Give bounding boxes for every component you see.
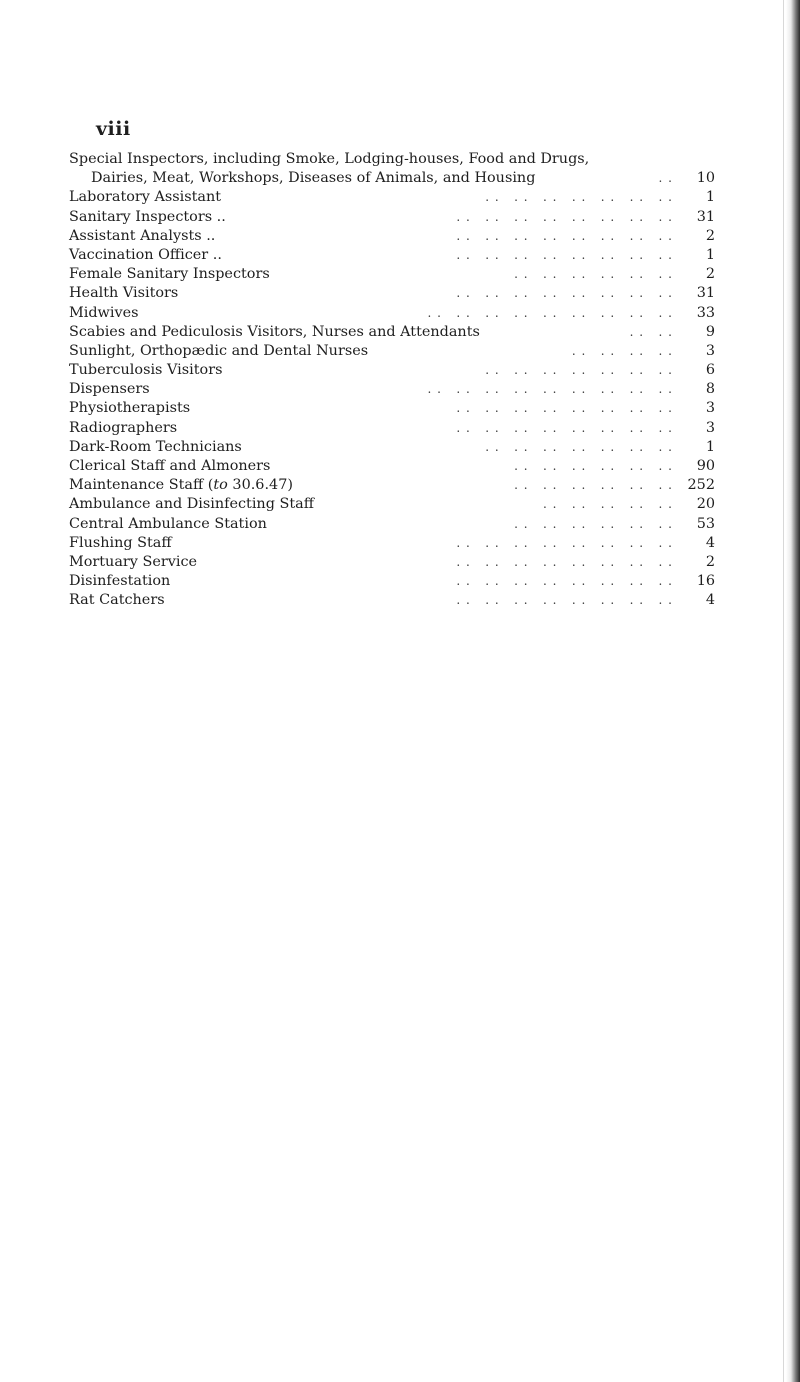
dot-leader: . . . . . . . . . . . . . . . . — [456, 535, 673, 550]
dot-leader: . . . . . . . . . . . . — [514, 459, 673, 474]
dot-leader: . . . . . . . . . . . . . . — [485, 363, 673, 378]
dot-leader: . . . . . . . . . . . . — [514, 516, 673, 531]
list-item — [69, 495, 715, 514]
list-item — [69, 572, 715, 591]
list-item — [69, 476, 715, 495]
list-item — [69, 323, 715, 342]
dot-leader: . . . . . . . . . . . . . . . . — [456, 286, 673, 301]
list-item — [69, 304, 715, 323]
list-item — [69, 457, 715, 476]
list-item-label: Vaccination Officer .. — [69, 246, 222, 263]
list-item-count: 33 — [696, 304, 715, 321]
list-item — [69, 399, 715, 418]
list-item-label: Assistant Analysts .. — [69, 227, 216, 244]
list-item — [69, 150, 715, 188]
list-item-count: 20 — [696, 496, 715, 513]
list-item — [69, 265, 715, 284]
dot-leader: . . . . . . . . . . . . — [514, 478, 673, 493]
dot-leader: . . — [658, 171, 673, 186]
list-item — [69, 419, 715, 438]
list-item-label: Special Inspectors, including Smoke, Lodging-houses, Food and Drugs, — [69, 151, 590, 167]
dot-leader: . . . . . . . . . . . . . . . . — [456, 209, 673, 224]
list-item-count: 31 — [696, 208, 715, 225]
list-item-label: Female Sanitary Inspectors — [69, 266, 270, 283]
list-item-count: 4 — [705, 592, 715, 609]
list-item-label: Scabies and Pediculosis Visitors, Nurses and Attendants — [69, 323, 480, 340]
list-item-label: Dispensers — [69, 381, 150, 398]
list-item-count: 3 — [705, 342, 715, 359]
list-item-count: 90 — [696, 458, 715, 475]
list-item-label-block — [69, 150, 715, 188]
list-item-count: 2 — [705, 266, 715, 283]
list-item — [69, 227, 715, 246]
list-item — [69, 208, 715, 227]
list-item-label: Health Visitors — [69, 285, 179, 302]
list-item — [69, 361, 715, 380]
page-edge-line — [783, 0, 784, 1382]
list-item-label: Central Ambulance Station — [69, 515, 267, 532]
page-number: viii — [96, 118, 131, 140]
list-item-label: Tuberculosis Visitors — [69, 362, 223, 379]
list-item-count: 9 — [705, 323, 715, 340]
list-item-label: Sunlight, Orthopædic and Dental Nurses — [69, 342, 369, 359]
dot-leader: . . . . . . . . . . . . . . . . — [456, 228, 673, 243]
dot-leader: . . . . . . . . . . . . . . — [485, 190, 673, 205]
list-item-label: Rat Catchers — [69, 592, 165, 609]
list-item-label: Ambulance and Disinfecting Staff — [69, 496, 314, 513]
list-item-count: 252 — [687, 477, 715, 494]
dot-leader: . . . . . . . . . . — [543, 497, 673, 512]
list-item-count: 16 — [696, 573, 715, 590]
list-item — [69, 438, 715, 457]
list-item — [69, 534, 715, 553]
dot-leader: . . . . . . . . . . . . — [514, 267, 673, 282]
list-item-label: Mortuary Service — [69, 553, 198, 570]
dot-leader: . . . . — [629, 324, 673, 339]
binding-edge-shadow — [786, 0, 800, 1382]
list-item-count: 53 — [696, 515, 715, 532]
list-item-count: 31 — [696, 285, 715, 302]
dot-leader: . . . . . . . . — [571, 343, 673, 358]
dot-leader: . . . . . . . . . . . . . . . . — [456, 593, 673, 608]
list-item-count: 6 — [705, 362, 715, 379]
list-item-label: Maintenance Staff (to 30.6.47) — [69, 477, 293, 494]
list-item-label: Clerical Staff and Almoners — [69, 458, 271, 475]
list-item-count: 3 — [705, 419, 715, 436]
list-item-count: 3 — [705, 400, 715, 417]
list-item-count: 1 — [705, 189, 715, 206]
list-item-count: 8 — [705, 381, 715, 398]
dot-leader: . . . . . . . . . . . . . . . . — [456, 574, 673, 589]
list-item-label: Physiotherapists — [69, 400, 191, 417]
dot-leader: . . . . . . . . . . . . . . . . — [456, 401, 673, 416]
list-item-count: 10 — [696, 170, 715, 187]
list-item — [69, 515, 715, 534]
list-item — [69, 591, 715, 610]
dot-leader: . . . . . . . . . . . . . . . . — [456, 420, 673, 435]
list-item-count: 2 — [705, 227, 715, 244]
list-item — [69, 342, 715, 361]
list-item-label: Sanitary Inspectors .. — [69, 208, 226, 225]
list-item — [69, 553, 715, 572]
dot-leader: . . . . . . . . . . . . . . . . — [456, 247, 673, 262]
list-item-label: Dark-Room Technicians — [69, 438, 242, 455]
list-item-label: Disinfestation — [69, 573, 171, 590]
list-item-label: Flushing Staff — [69, 534, 172, 551]
dot-leader: . . . . . . . . . . . . . . . . . . — [427, 305, 673, 320]
list-item-label: Radiographers — [69, 419, 178, 436]
list-item — [69, 246, 715, 265]
list-item-count: 2 — [705, 553, 715, 570]
list-item-label: Midwives — [69, 304, 139, 321]
list-item — [69, 284, 715, 303]
dot-leader: . . . . . . . . . . . . . . . . — [456, 554, 673, 569]
list-item — [69, 380, 715, 399]
list-item-count: 4 — [705, 534, 715, 551]
list-item-label: Laboratory Assistant — [69, 189, 222, 206]
dot-leader: . . . . . . . . . . . . . . — [485, 439, 673, 454]
list-item-count: 1 — [705, 246, 715, 263]
list-item-label-continued: Dairies, Meat, Workshops, Diseases of Animals, and Housing — [91, 170, 536, 187]
list-item — [69, 188, 715, 207]
list-item-count: 1 — [705, 438, 715, 455]
staff-list — [69, 150, 715, 611]
dot-leader: . . . . . . . . . . . . . . . . . . — [427, 382, 673, 397]
